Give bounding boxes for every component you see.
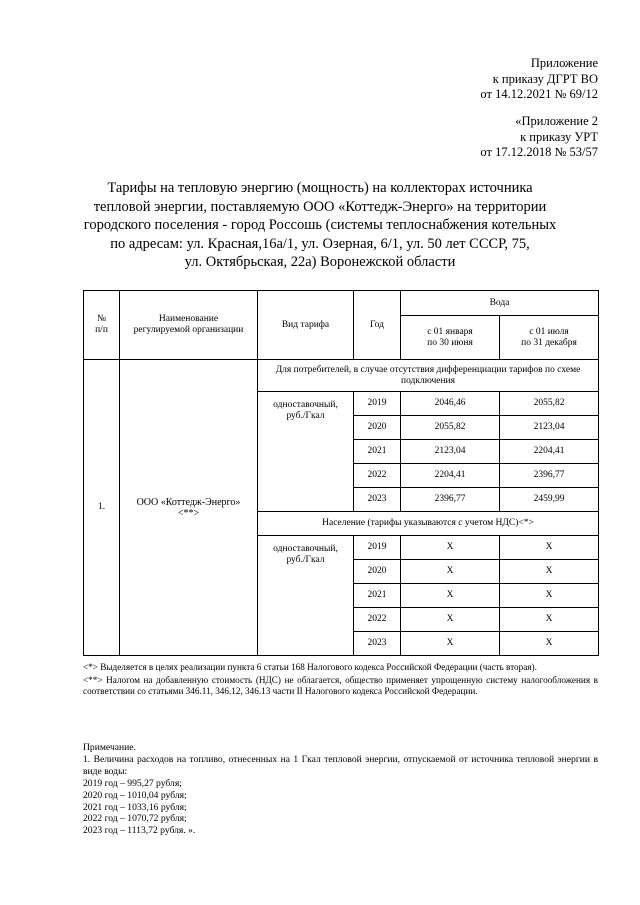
tariff-h1-cell: 2046,46 xyxy=(401,392,500,416)
previous-appendix-block xyxy=(480,114,598,161)
tariff-type-cell: одноставочный, руб./Гкал xyxy=(258,536,354,656)
tariff-h2-cell: 2459,99 xyxy=(500,488,599,512)
appendix-line: к приказу УРТ xyxy=(520,129,598,144)
notes-heading: Примечание. xyxy=(83,742,136,753)
appendix-line: к приказу ДГРТ ВО xyxy=(492,71,598,86)
tariff-table xyxy=(83,290,599,656)
tariff-h2-cell: Х xyxy=(500,584,599,608)
footnotes xyxy=(83,662,598,699)
tariff-h1-cell: Х xyxy=(401,560,500,584)
tariff-type-cell: одноставочный, руб./Гкал xyxy=(258,392,354,512)
fuel-cost-line: 2019 год – 995,27 рубля; xyxy=(83,777,182,789)
tariff-h2-cell: 2396,77 xyxy=(500,464,599,488)
year-cell: 2022 xyxy=(354,608,401,632)
tariff-h2-cell: 2123,04 xyxy=(500,416,599,440)
title-line: тепловой энергии, поставляемую ООО «Коттедж-Энерго» на территории xyxy=(93,198,547,215)
organization-name: ООО «Коттедж-Энерго» <**> xyxy=(120,360,258,656)
tariff-h2-cell: Х xyxy=(500,608,599,632)
footnote-vat: <*> Выделяется в целях реализации пункта 6 статьи 168 Налогового кодекса Российской Федерации (часть вторая). xyxy=(83,662,537,672)
tariff-h1-cell: Х xyxy=(401,608,500,632)
notes-item: 1. Величина расходов на топливо, отнесенных на 1 Гкал тепловой энергии, отпускаемой от источника тепловой энергии в виде воды: xyxy=(83,753,598,777)
header-period-second-half: с 01 июля по 31 декабря xyxy=(500,316,599,360)
header-period-first-half: с 01 января по 30 июня xyxy=(401,316,500,360)
header-organization: Наименование регулируемой организации xyxy=(120,291,258,360)
year-cell: 2023 xyxy=(354,488,401,512)
tariff-h2-cell: Х xyxy=(500,632,599,656)
year-cell: 2021 xyxy=(354,440,401,464)
tariff-h2-cell: 2055,82 xyxy=(500,392,599,416)
year-cell: 2020 xyxy=(354,560,401,584)
title-line: городского поселения - город Россошь (системы теплоснабжения котельных xyxy=(83,217,557,233)
header-water: Вода xyxy=(401,291,599,316)
document-title xyxy=(80,179,560,272)
year-cell: 2019 xyxy=(354,392,401,416)
title-line: ул. Октябрьская, 22а) Воронежской области xyxy=(184,254,456,270)
fuel-cost-line: 2021 год – 1033,16 рубля; xyxy=(83,801,187,813)
appendix-line: Приложение xyxy=(530,56,598,70)
appendix-block xyxy=(480,56,598,103)
row-number: 1. xyxy=(84,360,120,656)
footnote-no-vat: <**> Налогом на добавленную стоимость (НДС) не облагается, общество применяет упрощенную систему налогообложения в соответствии со статьями 346.11, 346.12, 346.13 части II Налогового кодекса Российской Федерации. xyxy=(83,674,598,697)
title-line: по адресам: ул. Красная,16а/1, ул. Озерная, 6/1, ул. 50 лет СССР, 75, xyxy=(110,235,530,252)
section-heading: Население (тарифы указываются с учетом НДС)<*> xyxy=(258,512,599,536)
header-number: № п/п xyxy=(84,291,120,360)
section-heading: Для потребителей, в случае отсутствия дифференциации тарифов по схеме подключения xyxy=(258,360,599,392)
year-cell: 2019 xyxy=(354,536,401,560)
tariff-h1-cell: 2396,77 xyxy=(401,488,500,512)
tariff-h2-cell: Х xyxy=(500,560,599,584)
appendix-line: от 17.12.2018 № 53/57 xyxy=(480,145,598,159)
fuel-cost-line: 2020 год – 1010,04 рубля; xyxy=(83,789,187,801)
tariff-h1-cell: 2123,04 xyxy=(401,440,500,464)
title-line: Тарифы на тепловую энергию (мощность) на коллекторах источника xyxy=(107,180,533,196)
tariff-h1-cell: 2055,82 xyxy=(401,416,500,440)
year-cell: 2021 xyxy=(354,584,401,608)
year-cell: 2022 xyxy=(354,464,401,488)
tariff-h1-cell: Х xyxy=(401,632,500,656)
tariff-h2-cell: 2204,41 xyxy=(500,440,599,464)
year-cell: 2023 xyxy=(354,632,401,656)
header-tariff-type: Вид тарифа xyxy=(258,291,354,360)
notes-section xyxy=(83,742,598,837)
appendix-line: «Приложение 2 xyxy=(515,114,598,128)
fuel-cost-line: 2022 год – 1070,72 рубля; xyxy=(83,813,187,825)
tariff-h1-cell: Х xyxy=(401,584,500,608)
tariff-h2-cell: Х xyxy=(500,536,599,560)
header-year: Год xyxy=(354,291,401,360)
appendix-line: от 14.12.2021 № 69/12 xyxy=(480,87,598,101)
year-cell: 2020 xyxy=(354,416,401,440)
fuel-cost-line: 2023 год – 1113,72 рубля. ». xyxy=(83,825,196,837)
tariff-h1-cell: Х xyxy=(401,536,500,560)
tariff-h1-cell: 2204,41 xyxy=(401,464,500,488)
